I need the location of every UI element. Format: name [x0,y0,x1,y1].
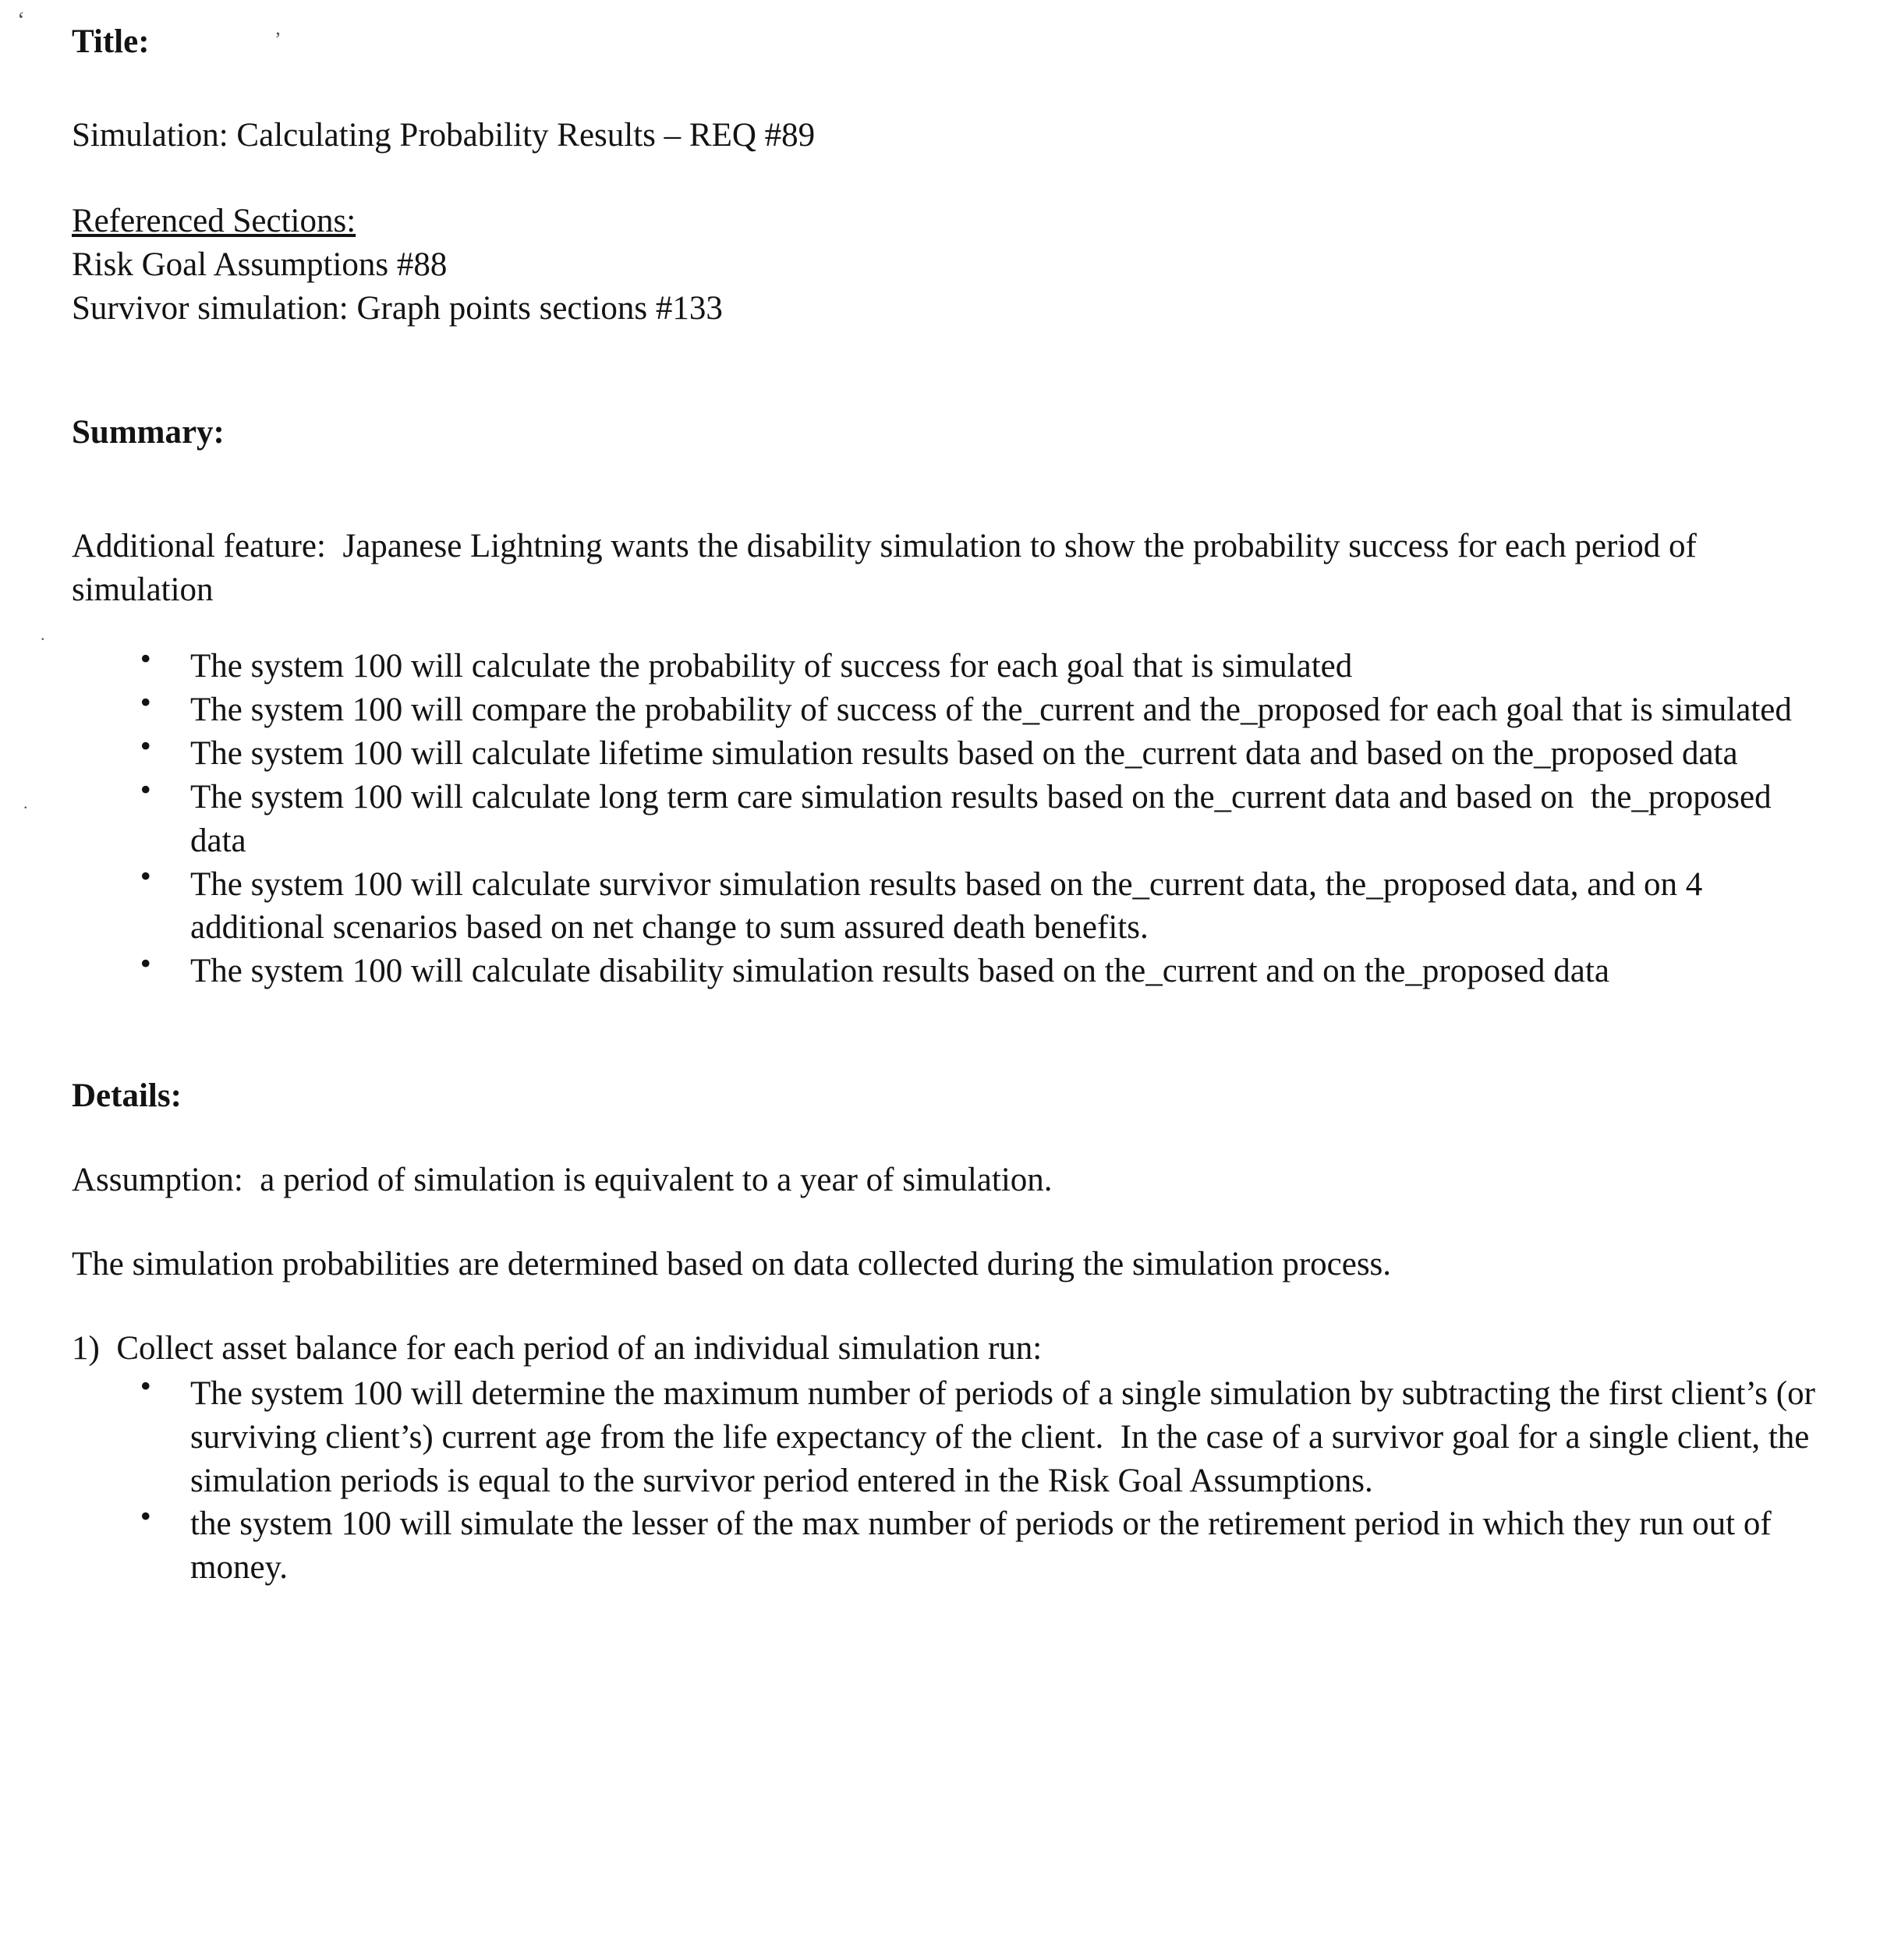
summary-bullet: ● The system 100 will calculate lifetime simulation results based on the_current data and based on the_proposed data [190,732,1819,776]
numbered-bullet: ● The system 100 will determine the maximum number of periods of a single simulation by subtracting the first client’s (or surviving client’s) current age from the life expectancy of the client. In the case of a survivor goal for a single client, the simulation periods is equal to the survivor period entered in the Risk Goal Assumptions. [190,1372,1819,1503]
summary-heading: Summary: [72,414,225,451]
summary-intro: Additional feature: Japanese Lightning wants the disability simulation to show the probability success for each period of simulation [72,528,1705,609]
title-label: Title: [72,23,150,60]
numbered-item: 1) Collect asset balance for each period of an individual simulation run: [72,1329,1043,1367]
summary-bullet-list [72,645,1819,993]
summary-bullet: ● The system 100 will calculate survivor simulation results based on the_current data, the_proposed data, and on 4 additional scenarios based on net change to sum assured death benefits. [190,863,1819,950]
reference-item: Survivor simulation: Graph points sections #133 [72,289,723,327]
scan-artifact: ‘ [17,7,25,33]
numbered-bullet-list [72,1372,1824,1590]
numbered-bullet: ● the system 100 will simulate the lesser of the max number of periods or the retirement period in which they run out of money. [190,1502,1819,1590]
summary-bullet: ● The system 100 will calculate disability simulation results based on the_current and on the_proposed data [190,950,1819,993]
scan-artifact: . [23,793,28,812]
summary-bullet: ● The system 100 will calculate the probability of success for each goal that is simulated [190,645,1819,688]
assumption-text: Assumption: a period of simulation is equivalent to a year of simulation. [72,1162,1053,1199]
details-heading: Details: [72,1077,182,1115]
process-text: The simulation probabilities are determined based on data collected during the simulation process. [72,1246,1392,1283]
referenced-sections-heading: Referenced Sections: [72,202,356,239]
document-title: Simulation: Calculating Probability Results – REQ #89 [72,116,816,154]
reference-item: Risk Goal Assumptions #88 [72,246,448,283]
scan-artifact: . [41,624,45,644]
summary-bullet: ● The system 100 will calculate long term care simulation results based on the_current data and based on the_proposed data [190,776,1819,863]
scan-artifact: ’ [274,28,281,51]
summary-bullet: ● The system 100 will compare the probability of success of the_current and the_proposed for each goal that is simulated [190,688,1819,732]
